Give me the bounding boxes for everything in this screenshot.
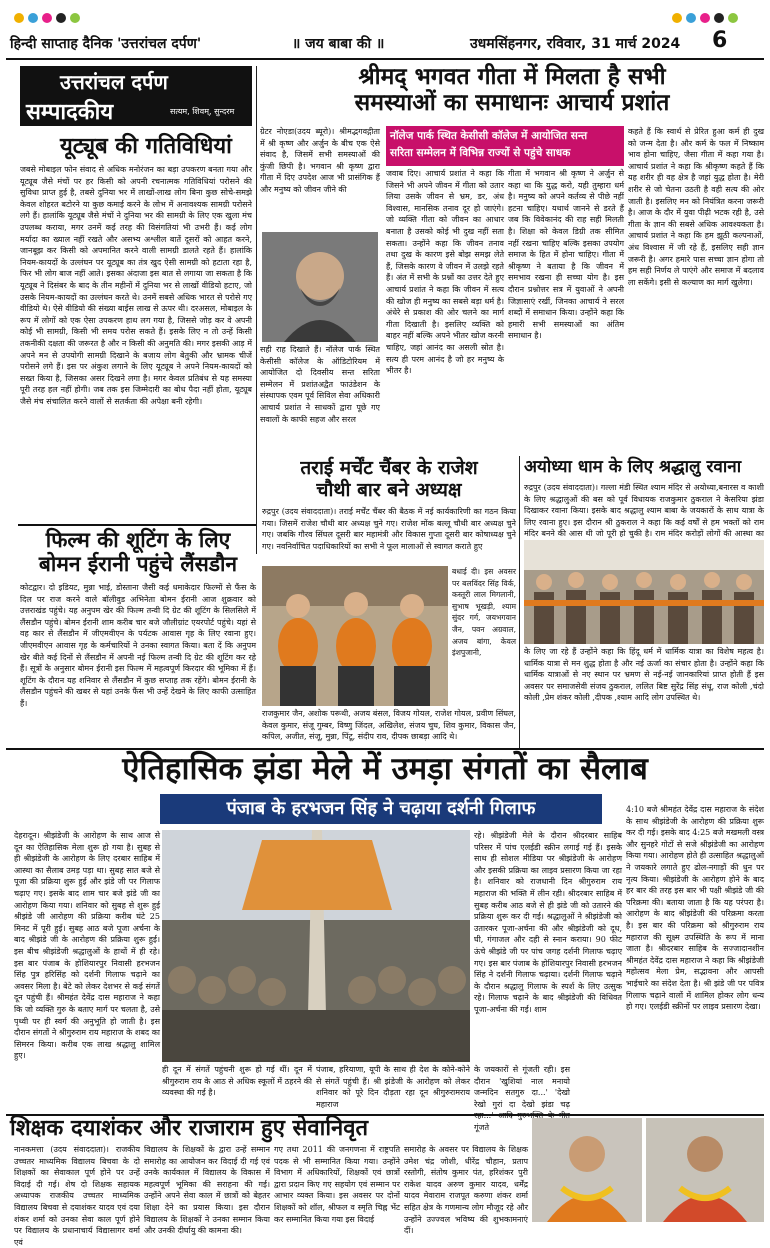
gita-col1-bottom-text: सही राह दिखाते हैं। नॉलेज पार्क स्थित केसीसी कॉलेज के ऑडिटोरियम में आयोजित दो दिवसीय सन्त सरिता सम्मेलन में प्रशांतअद्वैत फाउंडेशन के संस्थापक एवम पूर्व सिविल सेवा अधिकारी आचार्य प्रशांत ने साधकों द्वारा पूछे गए सवालों के काफी सहज और सरल: [260, 345, 380, 424]
merchant-side: [452, 566, 516, 706]
merchant-group-photo: [262, 566, 448, 706]
crowd-flag-figure: [162, 830, 470, 1062]
gita-col4-text: कहते हैं कि स्वार्थ से प्रेरित हुआ कर्म ही दुख को जन्म देता है। और कर्म के फल में निष्काम भाव होना चाहिए, जैसा गीता में कहा गया है। आचार्य प्रशांत ने कहा कि श्रीकृष्ण कहते हैं कि यह शरीर ही वह क्षेत्र है जहां युद्ध होता है। मेरी शरीर से जो चेतना उठती है वही सत्य की ओर जाती है। इसलिए मन को नियंत्रित करना जरूरी है। आज के दौर में युवा पीढ़ी भटक रही है, उसे गीता के ज्ञान की सबसे अधिक आवश्यकता है। आचार्य प्रशांत ने कहा कि हम झूठी कल्पनाओं, अंध विश्वास में जी रहे हैं, इसलिए सही ज्ञान जरूरी है। अगर हमारे पास सच्चा ज्ञान होगा तो हम सही निर्णय ले पाएंगे और समाज में बदलाव ला सकेंगे। इसी से कल्याण का मार्ग खुलेगा।: [628, 127, 764, 287]
jhanda-col-mid-text: रहे। श्रीझंडेजी मेले के दौरान श्रीदरबार साहिब परिसर में पांच एलईडी स्क्रीन लगाई गई हैं। इसके साथ ही सोशल मीडिया पर श्रीझंडेजी के आरोहण और इसकी प्रक्रिया का लाइव प्रसारण किया जा रहा है। शनिवार को राजधानी दिन श्रीगुरुराम राय महाराज की भक्ति में लीन रही। श्रीदरबार साहिब में सुबह करीब आठ बजे से ही झंडे जी को उतारने की प्रक्रिया शुरू कर दी गई। श्रद्धालुओं ने श्रीझंडेजी को उतारकर पूजा-अर्चना की और श्रीझंडेजी को दूध, घी, गंगाजल और दही से स्नान कराया। 90 फीट ऊंचे श्रीझंडे जी पर पांच जगह दर्शनी गिलाफ चढ़ाए गए। इस बार पंजाब के होशियारपुर निवासी हरभजन सिंह ने दर्शनी गिलाफ चढ़ाया। दर्शनी गिलाफ चढ़ाने के दौरान श्रद्धालु गिलाफ के स्पर्श के लिए उत्सुक रहे। गिलाफ चढ़ाने के बाद श्रीझंडेजी की विधिवत पूजा-अर्चना की गई। शाम: [474, 831, 622, 1014]
ayodhya-bottom: [524, 646, 764, 744]
shikshak-col2: [144, 1144, 270, 1236]
merchant-headline-line1: तराई मर्चेंट चैंबर के राजेश: [300, 457, 478, 479]
shikshak-col4-text: समारोह के अवसर पर विद्यालय के शिक्षक उमेश चंद्र जोशी, धीरेंद्र चौहान, प्रताप रस्तोगी, संतोष कुमार पंत, हरिशंकर पुरी राकेश यादव अरुण कुमार यादव, धर्मेंद्र यादव मेवाराम राजपूत करुणा शंकर शर्मा सहित क्षेत्र के गणमान्य लोग मौजूद रहे और उन्होंने उज्ज्वल भविष्य की शुभकामनाएं दीं।: [404, 1145, 528, 1236]
column-divider: [519, 456, 520, 748]
jhanda-cap3-text: के जयकारों से गूंजती रही। इस दौरान 'खुशियां नाल मनायो जन्मदिन सतगुरु दा...' 'देखो रेखो गुरां दा देखो झंडा चढ़ गूंजते: [474, 1065, 570, 1132]
jhanda-headline: ऐतिहासिक झंडा मेले में उमड़ा संगतों का सैलाब: [122, 751, 648, 787]
jhanda-col1-text: देहरादून। श्रीझंडेजी के आरोहण के साथ आज से दून का ऐतिहासिक मेला शुरू हो गया है। सुबह से ही श्रीझंडेजी के आरोहण के लिए दरबार साहिब में आस्था का सैलाब उमड़ पड़ा था। सुबह सात बजे से पूजा की प्रक्रिया शुरू हुई और झंडे जी पर गिलाफ चढ़ाए गए। इसके बाद शाम चार बजे झंडे जी का आरोहण किया गया। शनिवार को सुबह से शुरू हुई श्रीझंडे जी आरोहण की प्रक्रिया करीब घंटे 25 मिनट में पूरी हुई। सुबह आठ बजे पूजा अर्चना के बाद श्रीझंडे जी के आरोहण की प्रक्रिया शुरू हुई। इस बीच श्रीझंडेजी श्रद्धालुओं के हाथों में ही रहे। इस बार पंजाब के होशियारपुर निवासी हरभजन सिंह पुत्र हरिसिंह को दर्शनी गिलाफ चढ़ाने का अवसर मिला है। बेटे को लेकर देशभर से कई संगतें दून पहुंची हैं। श्रीमहंत देवेंद्र दास महाराज ने कहा कि जो व्यक्ति गुरु के बताए मार्ग पर चलता है, उसे पृथ्वी पर ही स्वर्ग की अनुभूति हो जाती है। इस दौरान संगतों ने श्रीगुरुराम राय महाराज के शबद का सिमरन किया। करीब एक लाख श्रद्धालु शामिल हुए।: [14, 831, 160, 1061]
crowd-figures: [524, 540, 764, 644]
jhanda-cap1: [162, 1064, 312, 1112]
editorial-section: सम्पादकीय: [26, 100, 114, 125]
section-rule: [6, 748, 764, 750]
gita-col1-bottom: [260, 344, 380, 454]
film-article: [20, 582, 256, 746]
teacher-figure: [646, 1118, 764, 1222]
ayodhya-photo: [524, 540, 764, 644]
gita-subhead-line1: नॉलेज पार्क स्थित केसीसी कॉलेज में आयोजित सन्त: [390, 130, 588, 142]
group-figures: [262, 566, 448, 706]
shikshak-col4: [404, 1144, 528, 1236]
masthead-rule: [6, 58, 764, 60]
jhanda-photo: [162, 830, 470, 1062]
jhanda-cap3: [474, 1064, 570, 1132]
film-headline-line1: फिल्म की शूटिंग के लिए: [45, 528, 231, 552]
shikshak-col1: [14, 1144, 140, 1247]
shikshak-col2-text: विद्यालय के शिक्षकों के द्वारा उन्हें सम्मान समारोह का आयोजन कर विदाई दी गई एवं उनके कार्यकाल में विद्यालय के विकास में महत्वपूर्ण भूमिका की सराहना की गई। उन्होंने अपने सेवा काल में छात्रों को बेहतर शिक्षा देने का प्रयास किया। इस दौरान विद्यालय के शिक्षकों ने उनका सम्मान किया और उनकी दीर्घायु की कामना की।: [144, 1145, 270, 1236]
paper-name: हिन्दी साप्ताह दैनिक 'उत्तरांचल दर्पण': [10, 36, 202, 52]
editorial-banner: [20, 66, 252, 126]
film-headline-line2: बोमन ईरानी पहुंचे लैंसडौन: [38, 552, 238, 577]
gita-col3-text: गीता में भगवान श्री कृष्ण ने अर्जुन से कहा था कि युद्ध करो, यही तुम्हारा धर्म है। मनुष्य को अपने कर्तव्य से पीछे नहीं हटना चाहिए। यथार्थ जानने से डरते हैं जब कि विवेकानंद की राह सही मिलती है। शिक्षा को केवल डिग्री तक सीमित नहीं रखना चाहिए बल्कि इसका उपयोग समाज के हित में होना चाहिए। गीता में श्रीकृष्ण ने बताया है कि जीवन में समभाव रखना ही सच्चा योग है। इस दौरान प्रश्नोत्तर सत्र में युवाओं ने अपनी जिज्ञासाएं रखीं, जिनका आचार्य ने सरल शब्दों में समाधान किया। उन्होंने कहा कि हमारी सभी समस्याओं का अंतिम समाधान है।: [508, 169, 624, 341]
shikshak-col3: [274, 1144, 400, 1224]
ayodhya-body-bottom: के लिए जा रहे हैं उन्होंने कहा कि हिंदू धर्म में धार्मिक यात्रा का विशेष महत्व है। धार्मिक यात्रा से मन शुद्ध होता है और नई ऊर्जा का संचार होता है। उन्होंने कहा कि धार्मिक यात्राओं से नए स्थान पर भ्रमण से नई-नई जानकारियां प्राप्त होती हैं इस अवसर पर समाजसेवी संजय ठुकराल, ललित बिष्ट सुरेंद्र सिंह संधू, राज कोली ,चंदो कोली ,प्रेम शंकर कोली ,दीपक ,श्याम आदि लोग उपस्थित थे।: [524, 647, 764, 703]
jhanda-cap1-text: ही दून में संगतें पहुंचनी शुरू हो गई थीं। दून में श्रीगुरुराम राय के आठ से अधिक स्कूलों में ठहरने की व्यवस्था की गई है।: [162, 1065, 313, 1098]
merchant-headline-line2: चौथी बार बने अध्यक्ष: [316, 478, 462, 501]
portrait-figure: [262, 232, 378, 342]
shikshak-col3-text: गए तथा 2011 की जनगणना में राष्ट्रपति पदक से भी सम्मानित किया गया। उन्होंने विभाग में अधिकारियों, शिक्षकों एवं छात्रों द्वारा प्रदान किए गए सहयोग एवं सम्मान पर आभार व्यक्त किया। इस अवसर पर दोनों शिक्षकों को शॉल, श्रीफल व स्मृति चिह्न भेंट कर सम्मानित किया गया इस विदाई: [274, 1145, 400, 1224]
editorial-motto: सत्यम, शिवम्, सुन्दरम: [170, 107, 235, 116]
teacher-photo-2: [646, 1118, 764, 1222]
jhanda-cap2: [316, 1064, 470, 1112]
merchant-article: [262, 506, 516, 564]
shikshak-headline: शिक्षक दयाशंकर और राजाराम हुए सेवानिवृत: [10, 1116, 369, 1141]
ayodhya-headline: अयोध्या धाम के लिए श्रद्धालु रवाना: [524, 457, 742, 477]
film-body: कोटद्वार। दो इडियट, मुन्ना भाई, डोस्ताना जैसी कई धमाकेदार फिल्मों से फैंस के दिल पर राज करने वाले बॉलीवुड अभिनेता बोमन ईरानी आज शुक्रवार को उत्तराखंड पहुंचे। यह अनुपम खेर की फिल्म तन्वी दि ग्रेट की शूटिंग के सिलसिले में लैंसडौन पहुंचे। बोमन ईरानी शाम करीब चार बजे जौलीग्रांट एयरपोर्ट पहुंचे। यहां से वह कार से लैंसडौन में जीएमवीएन के पर्यटक आवास गृह के लिए रवाना हुए। जीएमवीएन आवास गृह के कर्मचारियों ने उनका स्वागत किया। बता दें कि अनुपम खेर बीते कई दिनों से लैंसडौन में अपनी नई फिल्म तन्वी दि ग्रेट की शूटिंग कर रहे हैं। सूत्रों के अनुसार बोमन ईरानी इस फिल्म में महत्वपूर्ण किरदार की भूमिका में हैं। शूटिंग के दौरान यह शनिवार से लैंसडौन में कुछ सप्ताह तक रहेंगे। बोमन ईरानी के लैंसडौन पहुंचने की खबर से यहां उनके फैंस भी उन्हें देखने के लिए काफी उत्साहित हैं।: [20, 583, 256, 708]
gita-col1-top-text: ग्रेटर नोएडा(उदय ब्यूरो)। श्रीमद्भगवद्गीता में श्री कृष्ण और अर्जुन के बीच एक ऐसे संवाद है, जिसमें सभी समस्याओं की कुंजी छिपी है। भगवान श्री कृष्ण द्वारा गीता में दिए उपदेश आज भी प्रासंगिक हैं और मनुष्य को जीवन जीने की: [260, 127, 380, 194]
merchant-body: रुद्रपुर (उदय संवाददाता)। तराई मर्चेंट चैंबर की बैठक में नई कार्यकारिणी का गठन किया गया। जिसमें राजेश चौथी बार अध्यक्ष चुने गए। राजेश मोंक बल्लू चौथी बार अध्यक्ष चुने गए। जबकि गौरव सिंघल दूसरी बार महामंत्री और विकास गुप्ता दूसरी बार कोषाध्यक्ष चुने गए। नवनिर्वाचित पदाधिकारियों का सभी ने फूल मालाओं से स्वागत कराते हुए: [262, 507, 516, 551]
ayodhya-body-top: रुद्रपुर (उदय संवाददाता)। गल्ला मंडी स्थित श्याम मंदिर से अयोध्या,बनारस व काशी के लिए श्रद्धालुओं की बस को पूर्व विधायक राजकुमार ठुकराल ने केसरिया झंडा दिखाकर रवाना किया। इसके बाद श्रद्धालु श्याम बाबा के जयकारों के साथ यात्रा के लिए रवाना हुए। इस दौरान श्री ठुकराल ने कहा कि कई वर्षों से हम भक्तों को राम मंदिर बनने की आस थी जो पूरी हो चुकी है। राम मंदिर करोड़ों लोगों की आस्था का: [524, 483, 764, 539]
gita-subhead: [386, 126, 624, 166]
shikshak-col1-text: नानकमत्ता (उदय संवाददाता)। राजकीय उच्चतर माध्यमिक विद्यालय बिचवा के दो शिक्षकों का सेवाकाल पूर्ण होने पर उन्हें विदाई दी गई। शेष दो शिक्षक सहायक अध्यापक राजकीय उच्चतर माध्यमिक विद्यालय बिचवा से दयाशंकर यादव एवं दया शंकर शर्मा को उनका सेवा काल पूर्ण होने पर विद्यालय के प्रधानाचार्य विद्यासागर वर्मा एवं: [14, 1145, 140, 1247]
youtube-article: [20, 164, 252, 520]
gita-headline-line2: समस्याओं का समाधानः आचार्य प्रशांत: [354, 90, 670, 117]
gita-subhead-line2: सरिता सम्मेलन में विभिन्न राज्यों से पहुंचे साधक: [390, 147, 571, 159]
youtube-headline: यूट्यूब की गतिविधियां: [60, 134, 232, 159]
column-divider: [256, 66, 257, 554]
gita-headline: [262, 64, 762, 117]
gita-col1-top: [260, 126, 380, 232]
ayodhya-top: [524, 482, 764, 540]
gita-col2: [386, 168, 504, 454]
divider: [18, 524, 256, 526]
editorial-brand: उत्तरांचल दर्पण: [60, 70, 168, 94]
gita-col4: [628, 126, 764, 454]
masthead: [0, 0, 770, 60]
youtube-body: जबसे मोबाइल फोन संवाद से अधिक मनोरंजन का बड़ा उपकरण बनता गया और यूट्यूब जैसे मंचों पर हर किसी को अपनी रचनात्मक गतिविधियां परोसने की सुविधा प्राप्त हुई है, तबसे दुनिया भर में लाखों-लाख लोग बिना कुछ सोचे-समझे केवल शोहरत बटोरने या कुछ कमाई करने के लोभ में अनावश्यक सामग्री परोसने लगे हैं। हालांकि यूट्यूब जैसे मंचों ने दुनिया भर की सामग्री के लिए एक खुला मंच उपलब्ध कराया, मगर उनमें कई तरह की विसंगतियां भी उभरी हैं। कई लोग मर्यादा का ख्याल नहीं रखते और असभ्य अश्लील बातें दूसरों को आहत करने, जानबूझ कर किसी को अपमानित करने वाली सामग्री डालते रहते हैं। हालांकि नियम-कायदों के उल्लंघन पर यूट्यूब का तंत्र खुद ऐसी सामग्री को हटाता रहा है, फिर भी लोग बाज नहीं आते। इसका अंदाजा इस बात से लगाया जा सकता है कि यूट्यूब ने दिसंबर के बाद के तीन महीनों में दुनिया भर से लाखों वीडियो हटाए, जो उसके नियम-कायदों का उल्लंघन करते थे। उनमें सबसे अधिक भारत से परोसे गए वीडियो थे। ऐसे वीडियो की संख्या बाईस लाख से ऊपर थी। दरअसल, मोबाइल के रूप में लोगों को एक ऐसा उपकरण हाथ लग गया है, जिससे जोड़ कर वे अपनी कोई भी सामग्री, किसी भी समय परोस सकते हैं। इसके लिए न तो उन्हें किसी तकनीकी दक्षता की जरूरत है और न किसी की अनुमति की। मगर इसकी आड़ में अपने मन से उपयोगी सामग्री दिखाने के बजाय लोग बेतुकी और भ्रामक चीजें परोसने लगे हैं। इस पर अंकुश लगाने के लिए यूट्यूब ने अपने नियम-कायदों को सख्त किया है, जिसका असर दिखने लगा है। मगर केवल प्रतिबंध से यह समस्या पूरी तरह हल नहीं होगी। जब तक इस जिम्मेदारी का बोध पैदा नहीं होता, यूट्यूब जैसे मंच संचालित करने वालों से सतर्कता की अपेक्षा बनी रहेगी।: [20, 165, 252, 406]
merchant-side-text: बधाई दी। इस अवसर पर बलविंदर सिंह विर्क, कस्तूरी लाल मिगलानी, सुभाष भूखड़ी, श्याम सुंदर गर्ग, जयभगवान जैन, पवन अग्रवाल, अजय बांगा, केवल इंशपुजानी,: [452, 567, 516, 658]
acharya-prashant-photo: [262, 232, 378, 342]
jhanda-col1: [14, 830, 160, 1112]
color-dots-left: [14, 8, 84, 27]
slogan: ॥ जय बाबा की ॥: [292, 36, 385, 52]
jhanda-col-right: [626, 804, 764, 1112]
merchant-headline: [262, 458, 516, 502]
dateline: उधमसिंहनगर, रविवार, 31 मार्च 2024: [470, 36, 681, 52]
page-number: 6: [712, 28, 728, 53]
jhanda-col-mid: [474, 830, 622, 1062]
film-headline: [22, 528, 254, 576]
teacher-figure: [532, 1118, 642, 1222]
gita-headline-line1: श्रीमद् भगवत गीता में मिलता है सभी: [358, 64, 666, 90]
teacher-photo-1: [532, 1118, 642, 1222]
color-dots-right: [672, 8, 742, 27]
gita-col3: [508, 168, 624, 454]
jhanda-cap2-text: पंजाब, हरियाणा, यूपी के साथ ही देश के कोने-कोने से संगतें पहुंची हैं। श्री झंडेजी के आरोहण को लेकर शनिवार को पूरे दिन दौड़ता रहा दून श्रीगुरुरामराय महाराज: [316, 1065, 470, 1109]
jhanda-col-right-text: 4:10 बजे श्रीमहंत देवेंद्र दास महाराज के संदेश के साथ श्रीझंडेजी के आरोहण की प्रक्रिया शुरू कर दी गई। इसके बाद 4:25 बजे मखमली वस्त्र और सुनहरे गोटों से सजे श्रीझंडेजी का आरोहण किया गया। आरोहण होते ही उत्साहित श्रद्धालुओं ने जयकारे लगाते हुए ढोल-नगाड़ों की धुन पर नृत्य किया। श्रीझंडेजी के आरोहण होने के बाद हर बार की तरह इस बार भी पक्षी श्रीझंडे जी की परिक्रमा की। बताया जाता है कि यह परंपरा है। आरोहण के बाद श्रीझंडेजी की परिक्रमा करता है। इस बार की परिक्रमा को श्रीगुरुराम राय महाराज की सूक्ष्म उपस्थिति के रूप में माना जाता है। श्रीदरबार साहिब के सज्जादानशीन श्रीमहंत देवेंद्र दास महाराज ने कहा कि श्रीझंडेजी महोत्सव मेला प्रेम, सद्भावना और आपसी भाईचारे का संदेश देता है। श्री झंडे जी पर पवित्र गिलाफ चढ़ाने वालों में शामिल होकर लोग धन्य हो गए। एलईडी स्क्रीनों पर लाइव प्रसारण देखा।: [626, 805, 764, 1012]
merchant-caption-text: राजकुमार जैन, अशोक परूथी, अजय बंसल, विजय गोयल, राजेश गोयल, प्रवीण सिंघल, केवल कुमार, संजू गुम्बर, विष्णु जिंदल, अखिलेश, संजय चुघ, शिव कुमार, विकास जैन, कपिल, अजीत, संजू, मुन्ना, पिंटू, संदीप राव, दीपक छाबड़ा आदि थे।: [262, 709, 516, 742]
jhanda-subhead: पंजाब के हरभजन सिंह ने चढ़ाया दर्शनी गिलाफ: [160, 794, 602, 824]
merchant-caption: [262, 708, 516, 744]
gita-col2-text: जवाब दिए। आचार्य प्रशांत ने कहा कि जिसने भी अपने जीवन में गीता को उतार लिया उसके जीवन से भ्रम, डर, अंध विश्वास, मानसिक तनाव दूर हो जाएंगे। जो व्यक्ति गीता को जीवन का आधार बनाता है उसको कोई भी दुख नहीं सता सकता। उन्होंने कहा कि जीवन तनाव तथा दुख के कारण इसे बोझ समझ लेते हैं, जिसके कारण वे जीवन में उलझे रहते हैं। अंत में सभी के प्रश्नों का उत्तर देते हुए आचार्य प्रशांत ने कहा कि जीवन में सत्य की खोज ही मनुष्य का सबसे बड़ा धर्म है। अंधेरे से प्रकाश की ओर चलने का मार्ग गीता दिखाती है। इसलिए व्यक्ति को बाहर नहीं बल्कि अपने भीतर खोज करनी चाहिए, जहां आनंद का असली स्रोत है। सत्य ही परम आनंद है जो हर मनुष्य के भीतर है।: [386, 169, 504, 376]
